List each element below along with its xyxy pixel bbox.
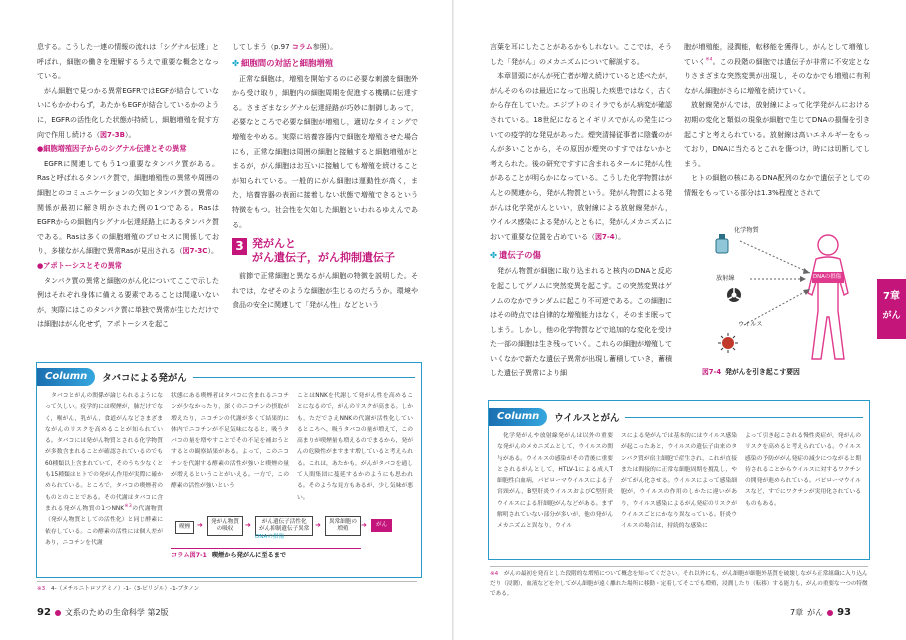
left-column-2 xyxy=(232,40,418,313)
figure-7-4 xyxy=(698,215,868,365)
chapter-title: がん xyxy=(807,608,824,617)
footnote: ※3 4-（メチルニトロソアミノ）-1-（3-ピリジル）-1-ブタノン xyxy=(37,581,417,594)
paragraph: 本章冒頭にがんが死亡者が増え続けていると述べたが，がんそのものは最近になって出現した疾患ではなく，古くから存在していた。エジプトのミイラでもがん病変が確認されている。18世紀になるとイギリスでがんの発生についての疫学的な発見があった。煙突清掃従事者に陰嚢のがんが多いことから，その原因が煙突のすすではないかと考えられた。後の研究ですすに含まれるタールに発がん性があることが明らかになっている。こうした化学物質はがんとの関連から，発がん物質という。発がん物質による発がんは化学発がんといい，放射線による放射線発がん，ウイルス感染による発がんとともに，発がんメカニズムにおいて重要な位置を占めている（図7-4）。 xyxy=(490,72,672,241)
flow-box-absorb: 発がん物質 の吸収 xyxy=(207,516,243,536)
figure-caption: コラム図7-1 喫煙から発がんに至るまで xyxy=(171,548,361,559)
column-text-2: スによる発がんでは基本的にはウイルス感染が起こったあと，ウイルスの遺伝子由来のタンパク質が宿主細胞で産生され，これが直接または間接的に正常な細胞周期を撹乱し，やがてがん化させる。ウイルスによって感染細胞が，ウイルスの作用のしかたに違いがあり，ウイルス感染によるがん発症のリスクがウイルスごとにかなり異なっている。肝炎ウイルスの場合は，持続的な感染に xyxy=(621,433,737,530)
figure-ref: 図7-3B xyxy=(100,130,125,139)
column-text-2: 状態にある喫煙者はタバコに含まれるニコチンが少なかったり，深くのニコチンの摂取が増えたり，ニコチンの代謝が多くて結果的に体内でニコチンが不足気味になると，吸うタバコの量を増やすことでその不足を補おうとするとの観察結果がある。よって，このニコチンを代謝する酵素の活性が強いと喫煙の量が増えるということがいえる。一方で，この酵素の活性が強いという xyxy=(171,393,289,490)
right-column-2 xyxy=(684,40,870,201)
left-footer xyxy=(37,607,169,618)
figure-ref: 図7-3C xyxy=(182,247,208,256)
column-text-3: よって引き起こされる慢性炎症が，発がんのリスクを高めると考えられている。ウイルス感染の予防ががん発症の減少につながると期待されることからウイルスに対するワクチンの開発が進められている。パピローマウイルスなど，すでにワクチンが実用化されているものもある。 xyxy=(745,433,861,507)
column-ref: コラム xyxy=(291,43,313,51)
virus-icon xyxy=(718,333,738,353)
label-virus: ウイルス xyxy=(738,321,763,328)
arrow-icon: ➜ xyxy=(315,521,321,529)
paragraph: がん細胞で見つかる異常EGFRではEGFが結合していないにもかかわらず，あたかもEGFが結合しているかのように，EGFRの活性化した状態が持続し，細胞増殖を促す方向で作用し続ける（図7-3B）。 xyxy=(37,86,219,139)
right-column-1 xyxy=(490,40,672,381)
radiation-icon xyxy=(727,288,741,302)
dashed-arrow xyxy=(740,241,810,273)
paragraph: 言葉を耳にしたことがあるかもしれない。ここでは，そうした「発がん」のメカニズムについて解説する。 xyxy=(490,43,672,66)
paragraph: 胞が増殖能，浸潤能，転移能を獲得し，がんとして増殖していく$^{※4}$。この段階の細胞では遺伝子が非常に不安定となりさまざまな突然変異が出現し，そのなかでも増殖に有利ながん細胞がさらに増殖を続けていく。 xyxy=(684,43,871,95)
section-title: 発がんと がん遺伝子，がん抑制遺伝子 xyxy=(252,237,395,265)
right-footer xyxy=(790,607,851,618)
subheading: ●アポトーシスとその異常 xyxy=(37,260,122,270)
chapter-side-tab: 7章 がん xyxy=(877,279,906,339)
paragraph: ヒトの細胞の核にあるDNA配列のなかで遺伝子としての情報をもっている部分は1.3%程度とされて xyxy=(684,174,870,197)
column-text-1: タバコとがんの関係が論じられるようになって久しい。疫学的には喫煙が，肺だけでなく，喉がん，乳がん，食道がんなどさまざまながんのリスクを高めることが知られている。タバコには発がん物質とされる化学物質が多数含まれることが確認されているのでも60種類以上含まれていて，そのうち少なくとも15種類はヒトでの発がん作用が実際に確かめられている。ところで，タバコの喫煙者のものとのことである。その代謝はタバコに含まれる発がん物質の1つNNK$^{※3}$の代謝物質（発がん物質としての活性化）と同じ酵素に依存している。この酵素の活性には個人差があり，ニコチンを代謝 xyxy=(45,393,163,546)
flow-box-proliferation: 異常細胞の 増殖 xyxy=(325,516,361,536)
column-title: タバコによる発がん xyxy=(102,373,187,384)
flow-box-genes: がん遺伝子活性化 がん抑制遺伝子異常 xyxy=(255,516,313,536)
chapter-label: 7章 xyxy=(790,608,804,617)
column-header xyxy=(489,407,869,427)
page-number: 92 xyxy=(37,607,51,618)
column-box-virus xyxy=(488,400,870,560)
paragraph: 発がん物質が細胞に取り込まれると核内のDNAと反応を起こしてゲノムに突然変異を起こす。この突然変異はゲノムのなかでランダムに起こり不可逆である。この細胞にはその時点では自律的な増殖能力はなく，そのまま眠ってしまう。しかし，他の化学物質などで追加的な変化を受けた一部の細胞は生き残っていく。これらの細胞が増殖していくなかで新たな遺伝子異常が出現し蓄積していき，蓄積した遺伝子異常により細 xyxy=(490,267,672,378)
subheading: ●細胞増殖因子からのシグナル伝達とその異常 xyxy=(37,144,187,154)
footnote: ※4 がんの最初を発育とした段階的な増殖について概念を知ってください。それ以外にも，がん細胞が細胞外基質を破壊しながら正常組織に入り込んだり（浸潤），血液などを介してがん細胞が遠く離れた場所に移動・定着してそこでも増殖，浸潤したり（転移）する能力も，がんの重要な一つの特徴である。 xyxy=(490,566,868,599)
divider xyxy=(193,377,415,378)
flow-dna-label: DNAの損傷 xyxy=(255,534,285,540)
arrow-icon: ➜ xyxy=(361,521,367,529)
bullet-icon xyxy=(55,610,61,616)
left-column-1 xyxy=(37,40,219,332)
footnote-mark: ※3 xyxy=(124,504,132,510)
flow-diagram xyxy=(171,515,415,571)
star-icon: ✤ xyxy=(490,250,498,261)
label-chemical: 化学物質 xyxy=(734,227,759,234)
figure-illustration xyxy=(698,215,868,365)
paragraph: 前節で正常細胞と異なるがん細胞の特徴を説明した。それでは，なぜそのような細胞が生じるのだろうか。環境や食品の安全に関連して「発がん性」などという xyxy=(232,272,418,310)
chemical-bottle-icon xyxy=(716,234,728,253)
divider xyxy=(625,417,863,418)
page-gutter xyxy=(452,0,454,640)
arrow-icon: ➜ xyxy=(197,521,203,529)
paragraph: 放射線発がんでは，放射線によって化学発がんにおける初期の変化と類似の現象が細胞で生じてDNAの損傷を引き起こすと考えられている。放射線は高いエネルギーをもっており，DNAに当たるとこれを傷つけ，時には切断してしまう。 xyxy=(684,101,870,168)
figure-caption: 図7-4 発がんを引き起こす要因 xyxy=(702,368,800,376)
label-radiation: 放射線 xyxy=(716,275,735,282)
paragraph: 息する。こうした一連の情報の流れは「シグナル伝達」と呼ばれ，細胞の働きを理解するうえで重要な概念となっている。 xyxy=(37,43,219,81)
column-title: ウイルスとがん xyxy=(554,413,620,424)
paragraph: タンパク質の異常と細胞のがん化についてここで示した例はそれぞれ身体に備える要素であることは間違いないが，実際にはこのタンパク質に単独で異常が生じただけでは細胞はがん化せず，アポトーシスを起こ xyxy=(37,276,219,329)
bullet-icon xyxy=(827,610,833,616)
arrow-icon: ➜ xyxy=(245,521,251,529)
figure-ref: 図7-4 xyxy=(595,232,615,241)
flow-box-cancer: がん xyxy=(371,519,392,532)
paragraph: 正常な細胞は，増殖を開始するのに必要な刺激を細胞外から受け取り，細胞内の細胞周期を促進する機構に伝達する。さまざまなシグナル伝達経路が巧妙に制御しあって，必要なところで必要な細胞が増殖し，適切なタイミングで増殖をやめる。実際に培養容器内で細胞を増殖させた場合にも，正常な細胞は周囲の細胞と接触すると細胞増殖がとまるが，がん細胞はお互いに接触しても増殖を続けることが知られている。一般的にがん細胞は運動性が高く，また，培養容器の表面に接着しない状態で増殖できるという特徴をもつ。社会性を欠如した細胞といわれるゆえんである。 xyxy=(232,74,418,229)
column-badge: Column xyxy=(37,368,95,386)
column-text-3: ことはNNKを代謝して発がん性を高めることになるので，がんのリスクが高まる。しかも，ただでさえNNKの代謝が活性化しているところへ，吸うタバコの量が増えて，この高まりが喫煙量も増えるのでまるから，発がんの危険性がますます増していると考えられる。これは，あたかも，がんがタバコを通して人間集団に蔓延するかのようにも思われる。そのような見方もあるが，少し気味が悪い。 xyxy=(297,393,413,501)
section-heading: ✤ 遺伝子の傷 xyxy=(490,250,541,261)
chapter-section-heading xyxy=(232,237,418,265)
paragraph: EGFRに関連してもう1つ重要なタンパク質がある。Rasと呼ばれるタンパク質で，細胞増殖性の異常や周囲の細胞とのコミュニケーションの欠如とタンパク質の異常の関係が最初に解き明かされた例の1つである。RasはEGFRからの細胞内シグナル伝達経路上にあるタンパク質である。Rasは多くの細胞増殖のプロセスに関係しており，多様ながん細胞で異常Rasが見出される（図7-3C）。 xyxy=(37,159,219,256)
page-number: 93 xyxy=(837,607,852,618)
footnote-mark: ※4 xyxy=(705,57,713,63)
label-dna-damage: DNAの損傷 xyxy=(813,274,842,280)
section-number: 3 xyxy=(232,238,247,255)
flow-box-smoking: 喫煙 xyxy=(175,521,194,534)
star-icon: ✤ xyxy=(232,57,240,68)
paragraph: してしまう（p.97 コラム参照）。 xyxy=(232,43,338,51)
book-title: 文系のための生命科学 第2版 xyxy=(64,608,169,617)
column-badge: Column xyxy=(489,408,547,426)
column-text-1: 化学発がんや放射線発がんは以外の重要な発がんのメカニズムとして，ウイルスの関与がある。ウイルスの感染がその背後に重要とされるがんとして，HTLV-1による成人T細胞性白血病，パピローマウイルスによる子宮頸がん，B型肝炎ウイルスおよびC型肝炎ウイルスによる肝細胞がんなどがある。まず解明されていない部分が多いが，他の発がんメカニズムと異なり，ウイル xyxy=(497,433,613,530)
human-body-icon xyxy=(808,235,848,359)
column-header xyxy=(37,367,421,387)
column-box-tobacco xyxy=(36,362,422,578)
section-heading: ✤ 細胞間の対話と細胞増殖 xyxy=(232,57,334,68)
